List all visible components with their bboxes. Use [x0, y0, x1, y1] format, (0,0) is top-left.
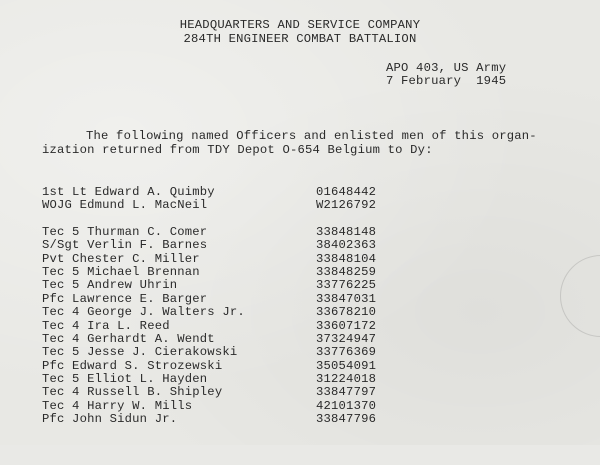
personnel-name: Tec 4 Ira L. Reed: [42, 318, 170, 333]
serial-number: 33847797: [316, 385, 377, 400]
personnel-name: Pfc John Sidun Jr.: [42, 412, 178, 427]
personnel-name: Tec 5 Andrew Uhrin: [42, 278, 178, 293]
roster-row: [42, 198, 377, 213]
serial-number: 33848259: [316, 264, 377, 279]
personnel-name: Pfc Edward S. Strozewski: [42, 358, 223, 373]
serial-number: 33847796: [316, 412, 377, 427]
personnel-name: Tec 4 Harry W. Mills: [42, 398, 193, 413]
roster-row: [42, 185, 377, 199]
personnel-name: Pvt Chester C. Miller: [42, 251, 200, 266]
company-heading: HEADQUARTERS AND SERVICE COMPANY: [179, 18, 421, 32]
roster-row: [42, 385, 377, 400]
roster-row: [42, 278, 377, 293]
faint-stamp-mark: [560, 255, 600, 337]
serial-number: 33848104: [316, 251, 377, 266]
roster-row: [42, 224, 377, 239]
serial-number: W2126792: [316, 198, 377, 213]
serial-number: 33776369: [316, 345, 377, 360]
serial-number: 42101370: [316, 398, 377, 413]
roster-row: [42, 331, 377, 346]
personnel-name: Tec 4 Russell B. Shipley: [42, 385, 223, 400]
serial-number: 35054091: [316, 358, 377, 373]
personnel-name: Tec 5 Thurman C. Comer: [42, 224, 208, 239]
roster-row: [42, 238, 377, 253]
serial-number: 33848148: [316, 224, 377, 239]
roster-row: [42, 345, 377, 360]
roster-row: [42, 358, 377, 373]
document-date: 7 February 1945: [386, 74, 507, 88]
paragraph-line-1: The following named Officers and enlisted men of this organ-: [86, 129, 537, 143]
personnel-name: Tec 5 Michael Brennan: [42, 264, 200, 279]
serial-number: 33678210: [316, 305, 377, 320]
personnel-name: 1st Lt Edward A. Quimby: [42, 185, 215, 199]
roster-row: [42, 251, 377, 266]
serial-number: 33776225: [316, 278, 377, 293]
serial-number: 38402363: [316, 238, 377, 253]
personnel-name: Tec 5 Jesse J. Cierakowski: [42, 345, 238, 360]
roster-row: [42, 291, 377, 306]
roster-row: [42, 305, 377, 320]
personnel-name: Tec 4 George J. Walters Jr.: [42, 305, 245, 320]
personnel-name: Pfc Lawrence E. Barger: [42, 291, 208, 306]
roster-row: [42, 318, 377, 333]
serial-number: 33847031: [316, 291, 377, 306]
serial-number: 31224018: [316, 372, 377, 387]
roster-row: [42, 412, 377, 427]
personnel-name: Tec 4 Gerhardt A. Wendt: [42, 331, 215, 346]
personnel-name: Tec 5 Elliot L. Hayden: [42, 372, 208, 387]
serial-number: 01648442: [316, 185, 377, 199]
roster-row: [42, 264, 377, 279]
serial-number: 37324947: [316, 331, 377, 346]
serial-number: 33607172: [316, 318, 377, 333]
paragraph-line-2: ization returned from TDY Depot O-654 Belgium to Dy:: [42, 143, 433, 157]
roster-row: [42, 372, 377, 387]
personnel-roster: [42, 185, 377, 427]
personnel-name: S/Sgt Verlin F. Barnes: [42, 238, 208, 253]
personnel-name: WOJG Edmund L. MacNeil: [42, 198, 208, 213]
apo-address: APO 403, US Army: [386, 61, 507, 75]
roster-row: [42, 398, 377, 413]
battalion-heading: 284TH ENGINEER COMBAT BATTALION: [183, 32, 417, 46]
